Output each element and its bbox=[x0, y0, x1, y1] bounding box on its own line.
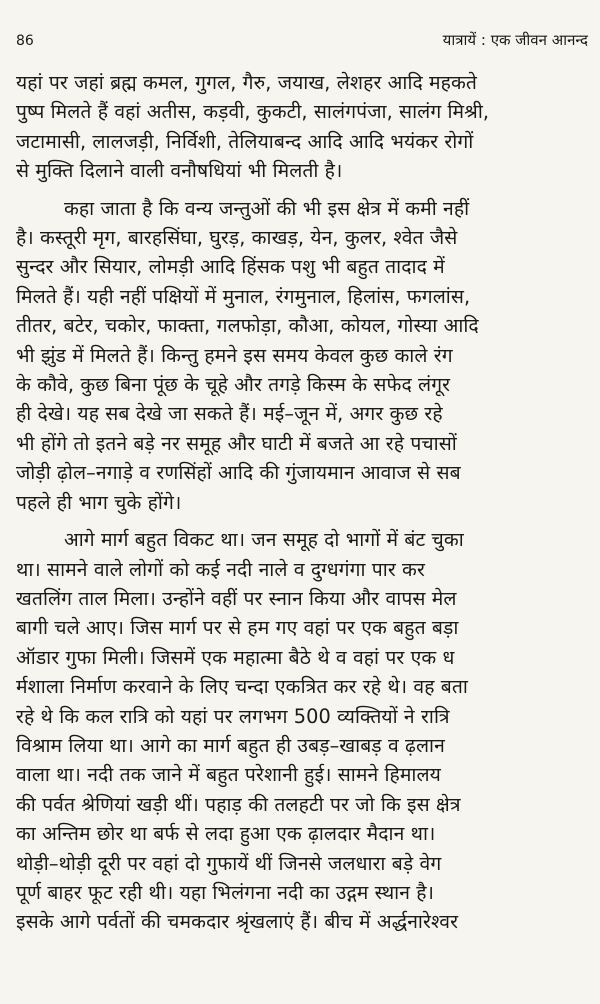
text-line: का अन्तिम छोर था बर्फ से लदा हुआ एक ढ़ालदार मैदान था। bbox=[16, 822, 436, 846]
text-line: से मुक्ति दिलाने वाली वनौषधियां भी मिलती है। bbox=[16, 159, 343, 183]
text-line: यहां पर जहां ब्रह्म कमल, गुगल, गैरु, जयाख, लेशहर आदि महकते bbox=[16, 71, 477, 94]
text-line: विश्राम लिया था। आगे का मार्ग बहुत ही उबड़–खाबड़ व ढ़लान bbox=[16, 733, 445, 757]
text-line: भी झुंड में मिलते हैं। किन्तु हमने इस समय केवल कुछ काले रंग bbox=[16, 343, 453, 367]
text-line: खतलिंग ताल मिला। उन्होंने वहीं पर स्नान किया और वापस मेल bbox=[16, 586, 457, 610]
text-line: पुष्प मिलते हैं वहां अतीस, कड़वी, कुकटी, सालंगपंजा, सालंग मिश्री, bbox=[16, 100, 490, 124]
text-line: भी होंगे तो इतने बड़े नर समूह और घाटी में बजते आ रहे पचासों bbox=[16, 431, 457, 455]
text-line: जोड़ी ढ़ोल–नगाड़े व रणसिंहों आदि की गुंजायमान आवाज से सब bbox=[16, 461, 461, 485]
text-line: वाला था। नदी तक जाने में बहुत परेशानी हुई। सामने हिमालय bbox=[16, 763, 441, 787]
text-line: सुन्दर और सियार, लोमड़ी आदि हिंसक पशु भी बहुत तादाद में bbox=[16, 255, 445, 279]
text-line: था। सामने वाले लोगों को कई नदी नाले व दुग्धगंगा पार कर bbox=[16, 557, 425, 581]
text-line: मिलते हैं। यही नहीं पक्षियों में मुनाल, रंगमुनाल, हिलांस, फगलांस, bbox=[16, 284, 471, 308]
paragraph bbox=[16, 194, 588, 517]
text-line: रहे थे कि कल रात्रि को यहां पर लगभग 500 व्यक्तियों ने रात्रि bbox=[16, 704, 450, 728]
running-title: यात्रायें : एक जीवन आनन्द bbox=[442, 31, 588, 49]
text-line: ऑडार गुफा मिली। जिसमें एक महात्मा बैठे थे व वहां पर एक ध bbox=[16, 645, 455, 669]
text-line: की पर्वत श्रेणियां खड़ी थीं। पहाड़ की तलहटी पर जो कि इस क्षेत्र bbox=[16, 792, 461, 816]
text-line: जटामासी, लालजड़ी, निर्विशी, तेलियाबन्द आदि आदि भयंकर रोगों bbox=[16, 129, 474, 153]
text-line: ही देखे। यह सब देखे जा सकते हैं। मई–जून में, अगर कुछ रहे bbox=[16, 402, 443, 426]
text-line: पहले ही भाग चुके होंगे। bbox=[16, 490, 182, 514]
text-line: थोड़ी–थोड़ी दूरी पर वहां दो गुफायें थीं जिनसे जलधारा बड़े वेग bbox=[16, 851, 442, 875]
text-line: र्मशाला निर्माण करवाने के लिए चन्दा एकत्रित कर रहे थे। वह बता bbox=[16, 675, 468, 699]
text-line: है। कस्तूरी मृग, बारहसिंघा, घुरड़, काखड़, येन, कुलर, श्वेत जैसे bbox=[16, 226, 458, 250]
text-line: के कौवे, कुछ बिना पूंछ के चूहे और तगड़े किस्म के सफेद लंगूर bbox=[16, 373, 451, 397]
paragraph bbox=[16, 525, 588, 937]
paragraph bbox=[16, 68, 588, 186]
text-line: कहा जाता है कि वन्य जन्तुओं की भी इस क्षेत्र में कमी नहीं bbox=[64, 196, 470, 220]
text-line: पूर्ण बाहर फूट रही थी। यहा भिलंगना नदी का उद्गम स्थान है। bbox=[16, 880, 435, 904]
page-header bbox=[16, 30, 588, 50]
text-line: तीतर, बटेर, चकोर, फाक्ता, गलफोड़ा, कौआ, कोयल, गोस्या आदि bbox=[16, 314, 479, 338]
text-line: बागी चले आए। जिस मार्ग पर से हम गए वहां पर एक बहुत बड़ा bbox=[16, 616, 459, 640]
text-line: आगे मार्ग बहुत विकट था। जन समूह दो भागों में बंट चुका bbox=[64, 528, 464, 552]
text-line: इसके आगे पर्वतों की चमकदार श्रृंखलाएं हैं। बीच में अर्द्धनारेश्वर bbox=[16, 910, 459, 934]
page-number: 86 bbox=[16, 33, 34, 49]
body-text bbox=[16, 68, 588, 937]
